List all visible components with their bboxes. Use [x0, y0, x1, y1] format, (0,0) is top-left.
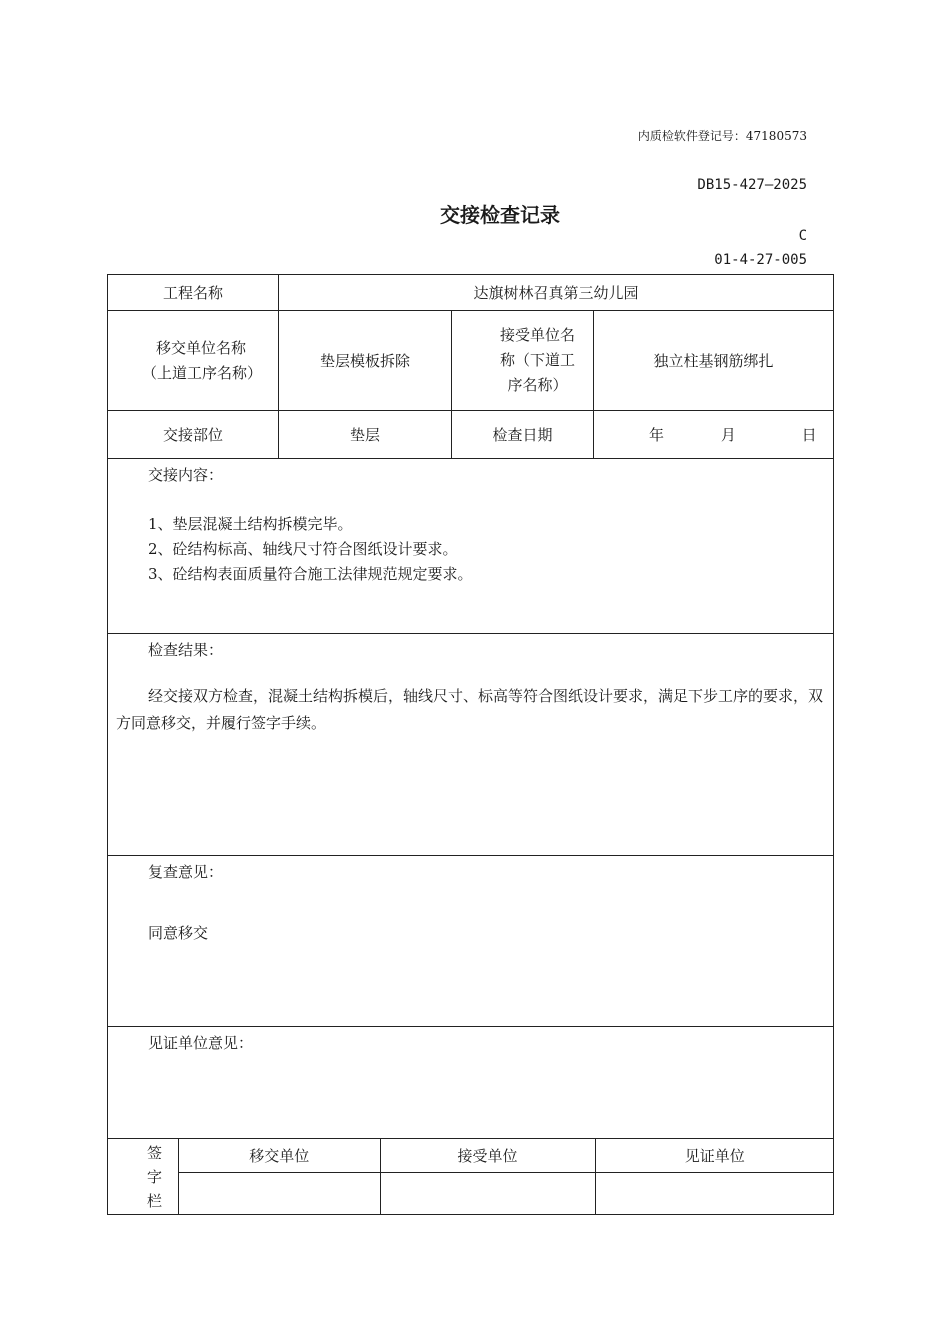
content-item: 3、砼结构表面质量符合施工法律规范规定要求。 [148, 565, 473, 583]
handover-inspection-table [107, 274, 834, 1215]
receiver-unit-value: 独立柱基钢筋绑扎 [594, 311, 834, 411]
content-item: 1、垫层混凝土结构拆模完毕。 [148, 515, 353, 533]
handover-content-list [148, 512, 833, 587]
registration-number: 内质检软件登记号：47180573 [637, 129, 807, 143]
date-day: 日 [801, 426, 817, 444]
sig-receiver-field[interactable] [380, 1172, 595, 1214]
date-year: 年 [649, 426, 665, 444]
check-date-value [594, 411, 834, 459]
review-label: 复查意见： [148, 863, 224, 881]
check-date-label: 检查日期 [452, 411, 594, 459]
standard-code: DB15-427—2025 [697, 177, 807, 193]
form-code: 01-4-27-005 [714, 252, 807, 268]
page-title: 交接检查记录 [440, 203, 560, 227]
sig-handover-field[interactable] [179, 1172, 380, 1214]
receiver-unit-label: 接受单位名称（下道工序名称） [452, 311, 594, 411]
sig-receiver-header: 接受单位 [380, 1139, 595, 1172]
handover-content-section [108, 459, 834, 634]
sig-handover-header: 移交单位 [179, 1139, 380, 1172]
content-item: 2、砼结构标高、轴线尺寸符合图纸设计要求。 [148, 540, 458, 558]
signature-grid [179, 1139, 834, 1214]
signature-label: 签字栏 [108, 1139, 179, 1215]
witness-opinion-section [108, 1027, 834, 1139]
handover-content-label: 交接内容： [148, 466, 224, 484]
sig-witness-header: 见证单位 [595, 1139, 834, 1172]
review-text: 同意移交 [148, 924, 209, 942]
location-label: 交接部位 [108, 411, 279, 459]
inspection-result-label: 检查结果： [148, 641, 224, 659]
project-name-label: 工程名称 [108, 275, 279, 311]
location-value: 垫层 [279, 411, 452, 459]
inspection-result-section [108, 634, 834, 856]
review-section [108, 856, 834, 1027]
handover-unit-value: 垫层模板拆除 [279, 311, 452, 411]
inspection-result-text: 经交接双方检查，混凝土结构拆模后，轴线尺寸、标高等符合图纸设计要求，满足下步工序的要求，双方同意移交，并履行签字手续。 [116, 687, 824, 732]
form-category: C [798, 228, 807, 244]
project-name-value: 达旗树林召真第三幼儿园 [279, 275, 834, 311]
sig-witness-field[interactable] [595, 1172, 834, 1214]
signature-area [179, 1139, 834, 1215]
handover-unit-label: 移交单位名称（上道工序名称） [108, 311, 279, 411]
date-month: 月 [720, 426, 736, 444]
witness-opinion-label: 见证单位意见： [148, 1034, 254, 1052]
